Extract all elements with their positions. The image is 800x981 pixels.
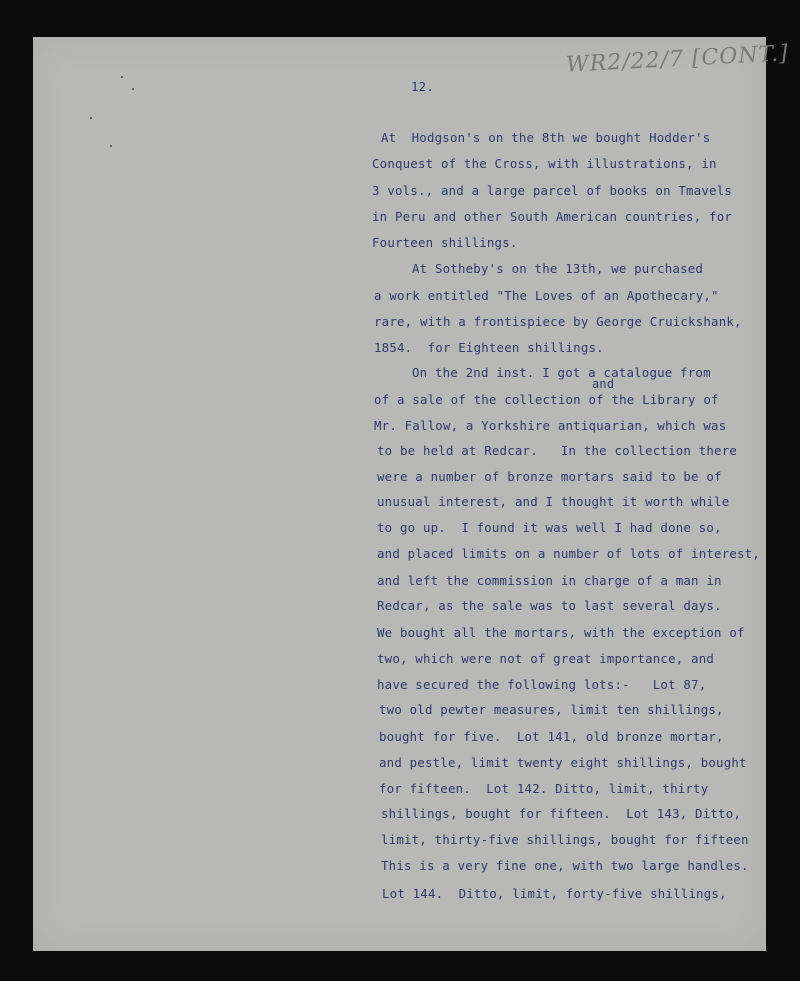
- text-line: unusual interest, and I thought it worth while: [377, 494, 730, 509]
- paper-speck: [121, 76, 123, 78]
- text-line: of a sale of the collection of the Library of: [374, 392, 719, 407]
- text-line: On the 2nd inst. I got a catalogue from: [412, 365, 711, 380]
- page-number: 12.: [411, 79, 434, 94]
- text-line: and left the commission in charge of a man in: [377, 573, 722, 588]
- text-line: At Hodgson's on the 8th we bought Hodder's: [381, 130, 711, 145]
- text-line: limit, thirty-five shillings, bought for fifteen: [381, 832, 749, 847]
- text-line: Redcar, as the sale was to last several days.: [377, 598, 722, 613]
- text-line: were a number of bronze mortars said to be of: [377, 469, 722, 484]
- text-line: Fourteen shillings.: [372, 235, 518, 250]
- text-line: for fifteen. Lot 142. Ditto, limit, thirty: [379, 781, 709, 796]
- text-line: 3 vols., and a large parcel of books on Tmavels: [372, 183, 733, 198]
- text-line: rare, with a frontispiece by George Cruickshank,: [374, 314, 742, 329]
- text-line: We bought all the mortars, with the exception of: [377, 625, 745, 640]
- text-line: to go up. I found it was well I had done so,: [377, 520, 722, 535]
- text-line: Lot 144. Ditto, limit, forty-five shillings,: [382, 886, 727, 901]
- text-line: two, which were not of great importance, and: [377, 651, 715, 666]
- text-line: in Peru and other South American countries, for: [372, 209, 733, 224]
- text-line: and pestle, limit twenty eight shillings, bought: [379, 755, 747, 770]
- text-line: 1854. for Eighteen shillings.: [374, 340, 604, 355]
- text-line: Mr. Fallow, a Yorkshire antiquarian, which was: [374, 418, 727, 433]
- text-line: and placed limits on a number of lots of interest,: [377, 546, 760, 561]
- handwritten-insertion: and: [592, 377, 615, 391]
- text-line: At Sotheby's on the 13th, we purchased: [412, 261, 704, 276]
- text-line: Conquest of the Cross, with illustrations, in: [372, 156, 717, 171]
- text-line: shillings, bought for fifteen. Lot 143, Ditto,: [381, 806, 742, 821]
- text-line: to be held at Redcar. In the collection there: [377, 443, 738, 458]
- text-line: a work entitled "The Loves of an Apothecary,": [374, 288, 719, 303]
- text-line: This is a very fine one, with two large handles.: [381, 858, 749, 873]
- paper-speck: [110, 145, 112, 147]
- paper-speck: [132, 88, 134, 90]
- text-line: bought for five. Lot 141, old bronze mortar,: [379, 729, 724, 744]
- text-line: have secured the following lots:- Lot 87,: [377, 677, 707, 692]
- archive-reference: WR2/22/7 [CONT.]: [565, 41, 790, 78]
- paper-speck: [90, 117, 92, 119]
- text-line: two old pewter measures, limit ten shillings,: [379, 702, 724, 717]
